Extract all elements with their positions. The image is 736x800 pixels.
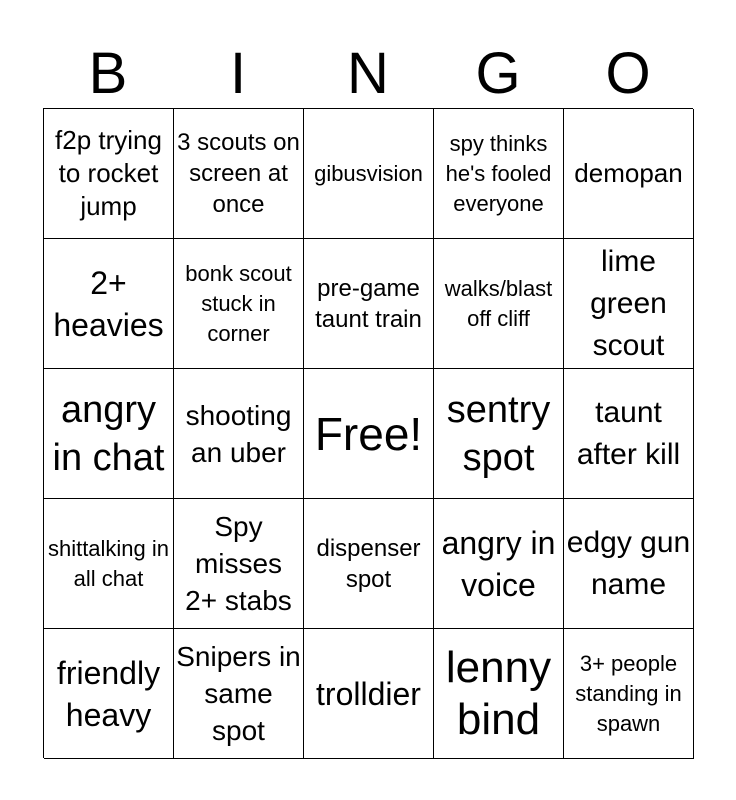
bingo-cell[interactable]: [564, 499, 694, 629]
bingo-cell[interactable]: [174, 239, 304, 369]
bingo-cell[interactable]: [304, 629, 434, 759]
header-letter-b: B: [88, 41, 128, 106]
bingo-cell[interactable]: [434, 499, 564, 629]
bingo-cell[interactable]: [174, 369, 304, 499]
bingo-cell[interactable]: [44, 109, 174, 239]
cell-text: bonk scout stuck in corner: [185, 260, 292, 346]
bingo-cell[interactable]: [304, 239, 434, 369]
header-letter-n: N: [347, 41, 389, 106]
cell-text: dispenser spot: [316, 534, 421, 593]
cell-text: shooting an uber: [185, 399, 292, 468]
bingo-cell[interactable]: [44, 239, 174, 369]
bingo-cell[interactable]: [174, 109, 304, 239]
cell-text: Snipers in same spot: [176, 641, 301, 746]
header-letter-g: G: [475, 41, 521, 106]
bingo-cell[interactable]: [304, 109, 434, 239]
cell-text: lime green scout: [590, 244, 667, 362]
bingo-cell[interactable]: [304, 499, 434, 629]
cell-text: 2+ heavies: [53, 264, 164, 343]
bingo-cell[interactable]: [44, 629, 174, 759]
cell-text: walks/blast off cliff: [444, 275, 553, 331]
cell-text: f2p trying to rocket jump: [55, 125, 162, 221]
bingo-cell[interactable]: [564, 629, 694, 759]
bingo-cell[interactable]: [44, 499, 174, 629]
bingo-cell[interactable]: [564, 239, 694, 369]
bingo-grid: [43, 108, 693, 758]
header-letter-o: O: [605, 41, 651, 106]
cell-text: edgy gun name: [566, 525, 691, 601]
bingo-cell[interactable]: [434, 109, 564, 239]
cell-text: 3 scouts on screen at once: [177, 129, 300, 218]
cell-text: Spy misses 2+ stabs: [185, 511, 292, 616]
bingo-cell-free[interactable]: [304, 369, 434, 499]
bingo-cell[interactable]: [434, 629, 564, 759]
cell-text: spy thinks he's fooled everyone: [445, 130, 552, 216]
bingo-cell[interactable]: [434, 239, 564, 369]
cell-text: demopan: [574, 158, 683, 188]
cell-text: trolldier: [316, 675, 421, 712]
cell-text: pre-game taunt train: [315, 274, 422, 333]
cell-text: sentry spot: [446, 388, 551, 479]
bingo-cell[interactable]: [174, 629, 304, 759]
cell-text: shittalking in all chat: [47, 535, 170, 591]
cell-text: 3+ people standing in spawn: [575, 650, 682, 736]
bingo-cell[interactable]: [44, 369, 174, 499]
cell-text: angry in voice: [441, 524, 556, 603]
cell-text: lenny bind: [445, 642, 552, 744]
bingo-cell[interactable]: [434, 369, 564, 499]
cell-text: angry in chat: [52, 388, 165, 479]
bingo-cell[interactable]: [564, 109, 694, 239]
cell-text: gibusvision: [314, 160, 423, 186]
header-letter-i: I: [229, 41, 247, 106]
cell-text: friendly heavy: [56, 654, 161, 733]
cell-text: taunt after kill: [576, 395, 681, 471]
bingo-cell[interactable]: [564, 369, 694, 499]
free-space-text: Free!: [314, 407, 423, 460]
bingo-cell[interactable]: [174, 499, 304, 629]
bingo-header: [43, 40, 693, 108]
